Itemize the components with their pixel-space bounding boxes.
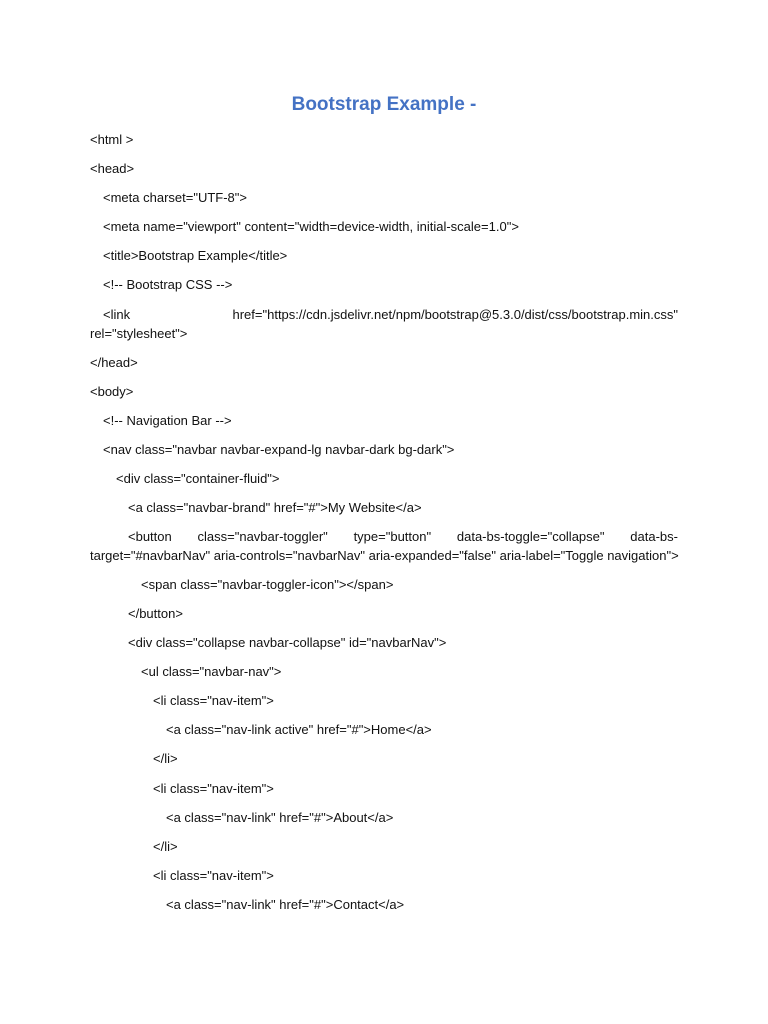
- button-target-start-text: data-bs-: [630, 529, 678, 544]
- code-line-link: [103, 307, 678, 323]
- code-line-li-about-close: </li>: [153, 839, 178, 854]
- code-line-ul-open: <ul class="navbar-nav">: [141, 664, 282, 679]
- code-line-li-about-open: <li class="nav-item">: [153, 781, 274, 796]
- code-line-title: <title>Bootstrap Example</title>: [103, 248, 288, 263]
- code-line-button: [128, 529, 678, 545]
- button-class-text: class="navbar-toggler": [197, 529, 328, 544]
- code-line-li-home-close: </li>: [153, 751, 178, 766]
- button-type-text: type="button": [353, 529, 432, 544]
- code-line-link-rel: rel="stylesheet">: [90, 326, 188, 341]
- link-href-text: href="https://cdn.jsdelivr.net/npm/bootstrap@5.3.0/dist/css/bootstrap.min.css": [232, 307, 678, 322]
- code-line-link-home: <a class="nav-link active" href="#">Home</a>: [166, 722, 432, 737]
- code-line-li-home-open: <li class="nav-item">: [153, 693, 274, 708]
- code-line-meta-viewport: <meta name="viewport" content="width=device-width, initial-scale=1.0">: [103, 219, 519, 234]
- code-line-meta-charset: <meta charset="UTF-8">: [103, 190, 247, 205]
- button-toggle-text: data-bs-toggle="collapse": [456, 529, 605, 544]
- code-line-container-div: <div class="container-fluid">: [116, 471, 280, 486]
- code-line-button-close: </button>: [128, 606, 183, 621]
- code-line-toggler-icon: <span class="navbar-toggler-icon"></span>: [141, 577, 394, 592]
- code-line-navbar-brand: <a class="navbar-brand" href="#">My Website</a>: [128, 500, 422, 515]
- code-line-html-open: <html >: [90, 132, 134, 147]
- code-line-collapse-div: <div class="collapse navbar-collapse" id="navbarNav">: [128, 635, 447, 650]
- code-line-link-about: <a class="nav-link" href="#">About</a>: [166, 810, 394, 825]
- button-tag-text: <button: [128, 529, 172, 544]
- link-tag-text: <link: [103, 307, 131, 322]
- code-line-link-contact: <a class="nav-link" href="#">Contact</a>: [166, 897, 405, 912]
- code-line-li-contact-open: <li class="nav-item">: [153, 868, 274, 883]
- code-line-button-attrs: target="#navbarNav" aria-controls="navbarNav" aria-expanded="false" aria-label="Toggle navigation">: [90, 548, 679, 563]
- code-line-head-open: <head>: [90, 161, 135, 176]
- code-line-body-open: <body>: [90, 384, 134, 399]
- code-line-comment-nav: <!-- Navigation Bar -->: [103, 413, 232, 428]
- code-line-comment-css: <!-- Bootstrap CSS -->: [103, 277, 233, 292]
- code-line-head-close: </head>: [90, 355, 138, 370]
- document-title: Bootstrap Example -: [291, 94, 477, 115]
- code-line-nav-open: <nav class="navbar navbar-expand-lg navbar-dark bg-dark">: [103, 442, 455, 457]
